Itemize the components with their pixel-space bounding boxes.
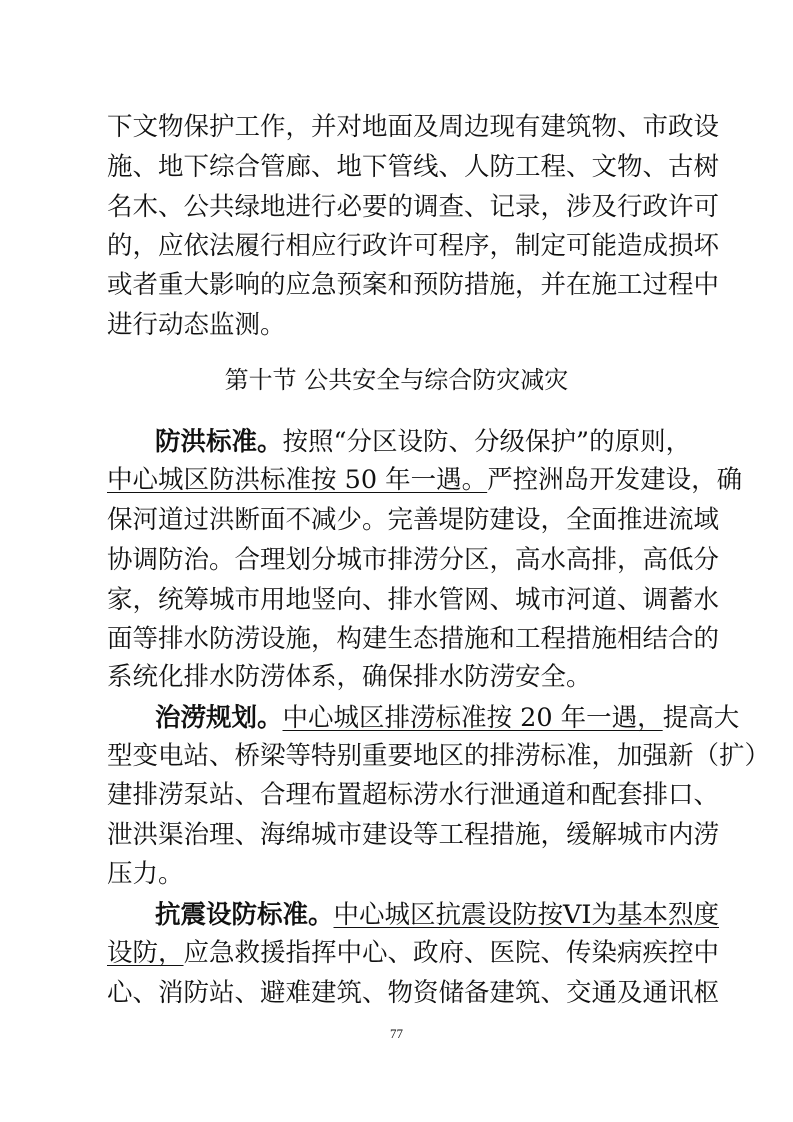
flood-term: 防洪标准。: [155, 427, 283, 457]
drainage-standard-underlined: 中心城区排涝标准按 20 年一遇，: [282, 703, 663, 733]
intro-line-3: 名木、公共绿地进行必要的调查、记录，涉及行政许可: [107, 192, 720, 222]
flood-standard-underlined: 中心城区防洪标准按 50 年一遇。: [107, 465, 488, 495]
drainage-line-1-text: 提高大: [662, 703, 740, 733]
seismic-line-1: [155, 900, 720, 930]
flood-line-1-text: 按照“分区设防、分级保护”的原则，: [282, 427, 692, 457]
flood-line-6: 面等排水防涝设施，构建生态措施和工程措施相结合的: [107, 624, 720, 654]
seismic-line-3: 心、消防站、避难建筑、物资储备建筑、交通及通讯枢: [107, 978, 720, 1008]
intro-line-6: 进行动态监测。: [107, 310, 286, 340]
flood-line-1: [155, 427, 692, 457]
flood-line-4: 协调防治。合理划分城市排涝分区，高水高排，高低分: [107, 545, 720, 575]
intro-line-5: 或者重大影响的应急预案和预防措施，并在施工过程中: [107, 270, 720, 300]
intro-line-2: 施、地下综合管廊、地下管线、人防工程、文物、古树: [107, 152, 720, 182]
flood-line-2-text: 严控洲岛开发建设，确: [487, 465, 743, 495]
intro-line-4: 的，应依法履行相应行政许可程序，制定可能造成损坏: [107, 231, 720, 261]
drainage-line-1: [155, 703, 740, 733]
seismic-line-2-text: 应急救援指挥中心、政府、医院、传染病疾控中: [183, 938, 720, 968]
drainage-line-4: 泄洪渠治理、海绵城市建设等工程措施，缓解城市内涝: [107, 820, 720, 850]
seismic-line-2: [107, 938, 720, 968]
drainage-line-3: 建排涝泵站、合理布置超标涝水行泄通道和配套排口、: [107, 780, 720, 810]
drainage-line-5: 压力。: [107, 859, 184, 889]
flood-line-3: 保河道过洪断面不减少。完善堤防建设，全面推进流域: [107, 505, 720, 535]
flood-line-2: [107, 465, 743, 495]
seismic-standard-underlined: 中心城区抗震设防按VI为基本烈度: [333, 900, 720, 930]
intro-line-1: 下文物保护工作，并对地面及周边现有建筑物、市政设: [107, 112, 720, 142]
drainage-line-2: 型变电站、桥梁等特别重要地区的排涝标准，加强新（扩）: [107, 741, 771, 771]
seismic-term: 抗震设防标准。: [155, 900, 334, 930]
page-number: 77: [390, 1026, 403, 1041]
flood-line-5: 家，统筹城市用地竖向、排水管网、城市河道、调蓄水: [107, 585, 720, 615]
seismic-standard-underlined-cont: 设防，: [107, 938, 184, 968]
drainage-term: 治涝规划。: [155, 703, 283, 733]
section-title: 第十节 公共安全与综合防灾减灾: [224, 366, 569, 394]
flood-line-7: 系统化排水防涝体系，确保排水防涝安全。: [107, 662, 592, 692]
